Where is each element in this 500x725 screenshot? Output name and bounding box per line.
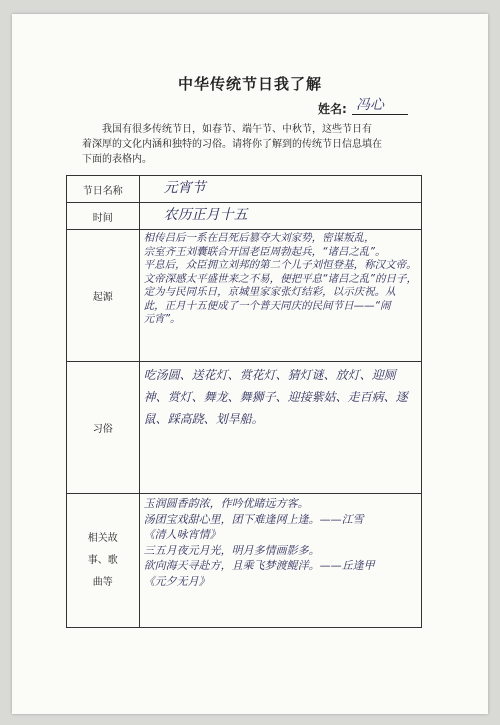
row-time — [67, 203, 422, 230]
name-value: 冯心 — [356, 97, 384, 113]
festival-table — [66, 175, 422, 628]
intro-line-3: 下面的表格内。 — [82, 154, 152, 165]
name-label: 姓名: — [318, 102, 347, 116]
customs-line: 鼠、踩高跷、划旱船。 — [143, 412, 264, 426]
stories-label — [67, 494, 140, 628]
row-stories — [67, 494, 422, 628]
stories-line: 汤团宝戏甜心里，团下难逢网上逢。——江雪 — [143, 512, 364, 526]
stories-label-line: 曲等 — [92, 576, 113, 588]
row-customs — [67, 362, 422, 494]
customs-label: 习俗 — [67, 362, 140, 494]
stories-label-line: 相关故 — [87, 532, 118, 544]
stories-label-line: 事、歌 — [87, 554, 118, 566]
festival-name-value — [139, 176, 421, 203]
customs-line: 吃汤圆、送花灯、赏花灯、猜灯谜、放灯、迎厕 — [143, 368, 396, 382]
origin-line: 平息后，众臣拥立刘邦的第二个儿子刘恒登基，称汉文帝。 — [143, 259, 417, 271]
origin-line: 此，正月十五便成了一个普天同庆的民间节日——“闹 — [143, 299, 391, 312]
name-underline — [352, 114, 408, 115]
time-label: 时间 — [67, 203, 140, 230]
festival-name-label: 节日名称 — [67, 176, 140, 203]
customs-line: 神、赏灯、舞龙、舞狮子、迎接紫姑、走百病、逐 — [143, 390, 408, 404]
intro-line-2: 着深厚的文化内涵和独特的习俗。请将你了解到的传统节日信息填在 — [82, 139, 382, 150]
row-origin — [67, 230, 422, 362]
origin-value — [139, 230, 421, 362]
row-festival-name — [67, 176, 422, 203]
origin-line: 相传吕后一系在吕死后篡夺大刘家势，密谋叛乱， — [143, 232, 375, 244]
intro-line-1: 我国有很多传统节日，如春节、端午节、中秋节，这些节日有 — [102, 124, 372, 135]
origin-line: 文帝深感太平盛世来之不易，便把平息“诸吕之乱”的日子， — [143, 272, 417, 285]
stories-line: 玉润圆香韵浓，作吟优睹远方客。 — [143, 497, 309, 510]
origin-line: 元宵”。 — [143, 313, 181, 325]
customs-value — [139, 362, 421, 494]
time-text: 农历正月十五 — [163, 207, 248, 223]
stories-value — [139, 494, 421, 628]
origin-line: 宗室齐王刘囊联合开国老臣周勃起兵，“诸吕之乱”。 — [143, 245, 386, 258]
festival-name-text: 元宵节 — [163, 180, 206, 196]
intro-paragraph — [82, 122, 422, 167]
page-title: 中华传统节日我了解 — [177, 75, 322, 93]
origin-label: 起源 — [67, 230, 140, 362]
stories-line: 欲向海天寻赴方，且乘飞梦渡鲲洋。——丘逢甲 — [143, 559, 375, 572]
time-value — [139, 203, 421, 230]
stories-line: 《清人咏宵情》 — [143, 528, 221, 541]
origin-line: 定为与民同乐日，京城里家家张灯结彩，以示庆祝。从 — [143, 286, 396, 298]
stories-line: 《元夕无月》 — [143, 574, 210, 588]
stories-line: 三五月夜元月光，明月多情画影多。 — [143, 543, 320, 557]
